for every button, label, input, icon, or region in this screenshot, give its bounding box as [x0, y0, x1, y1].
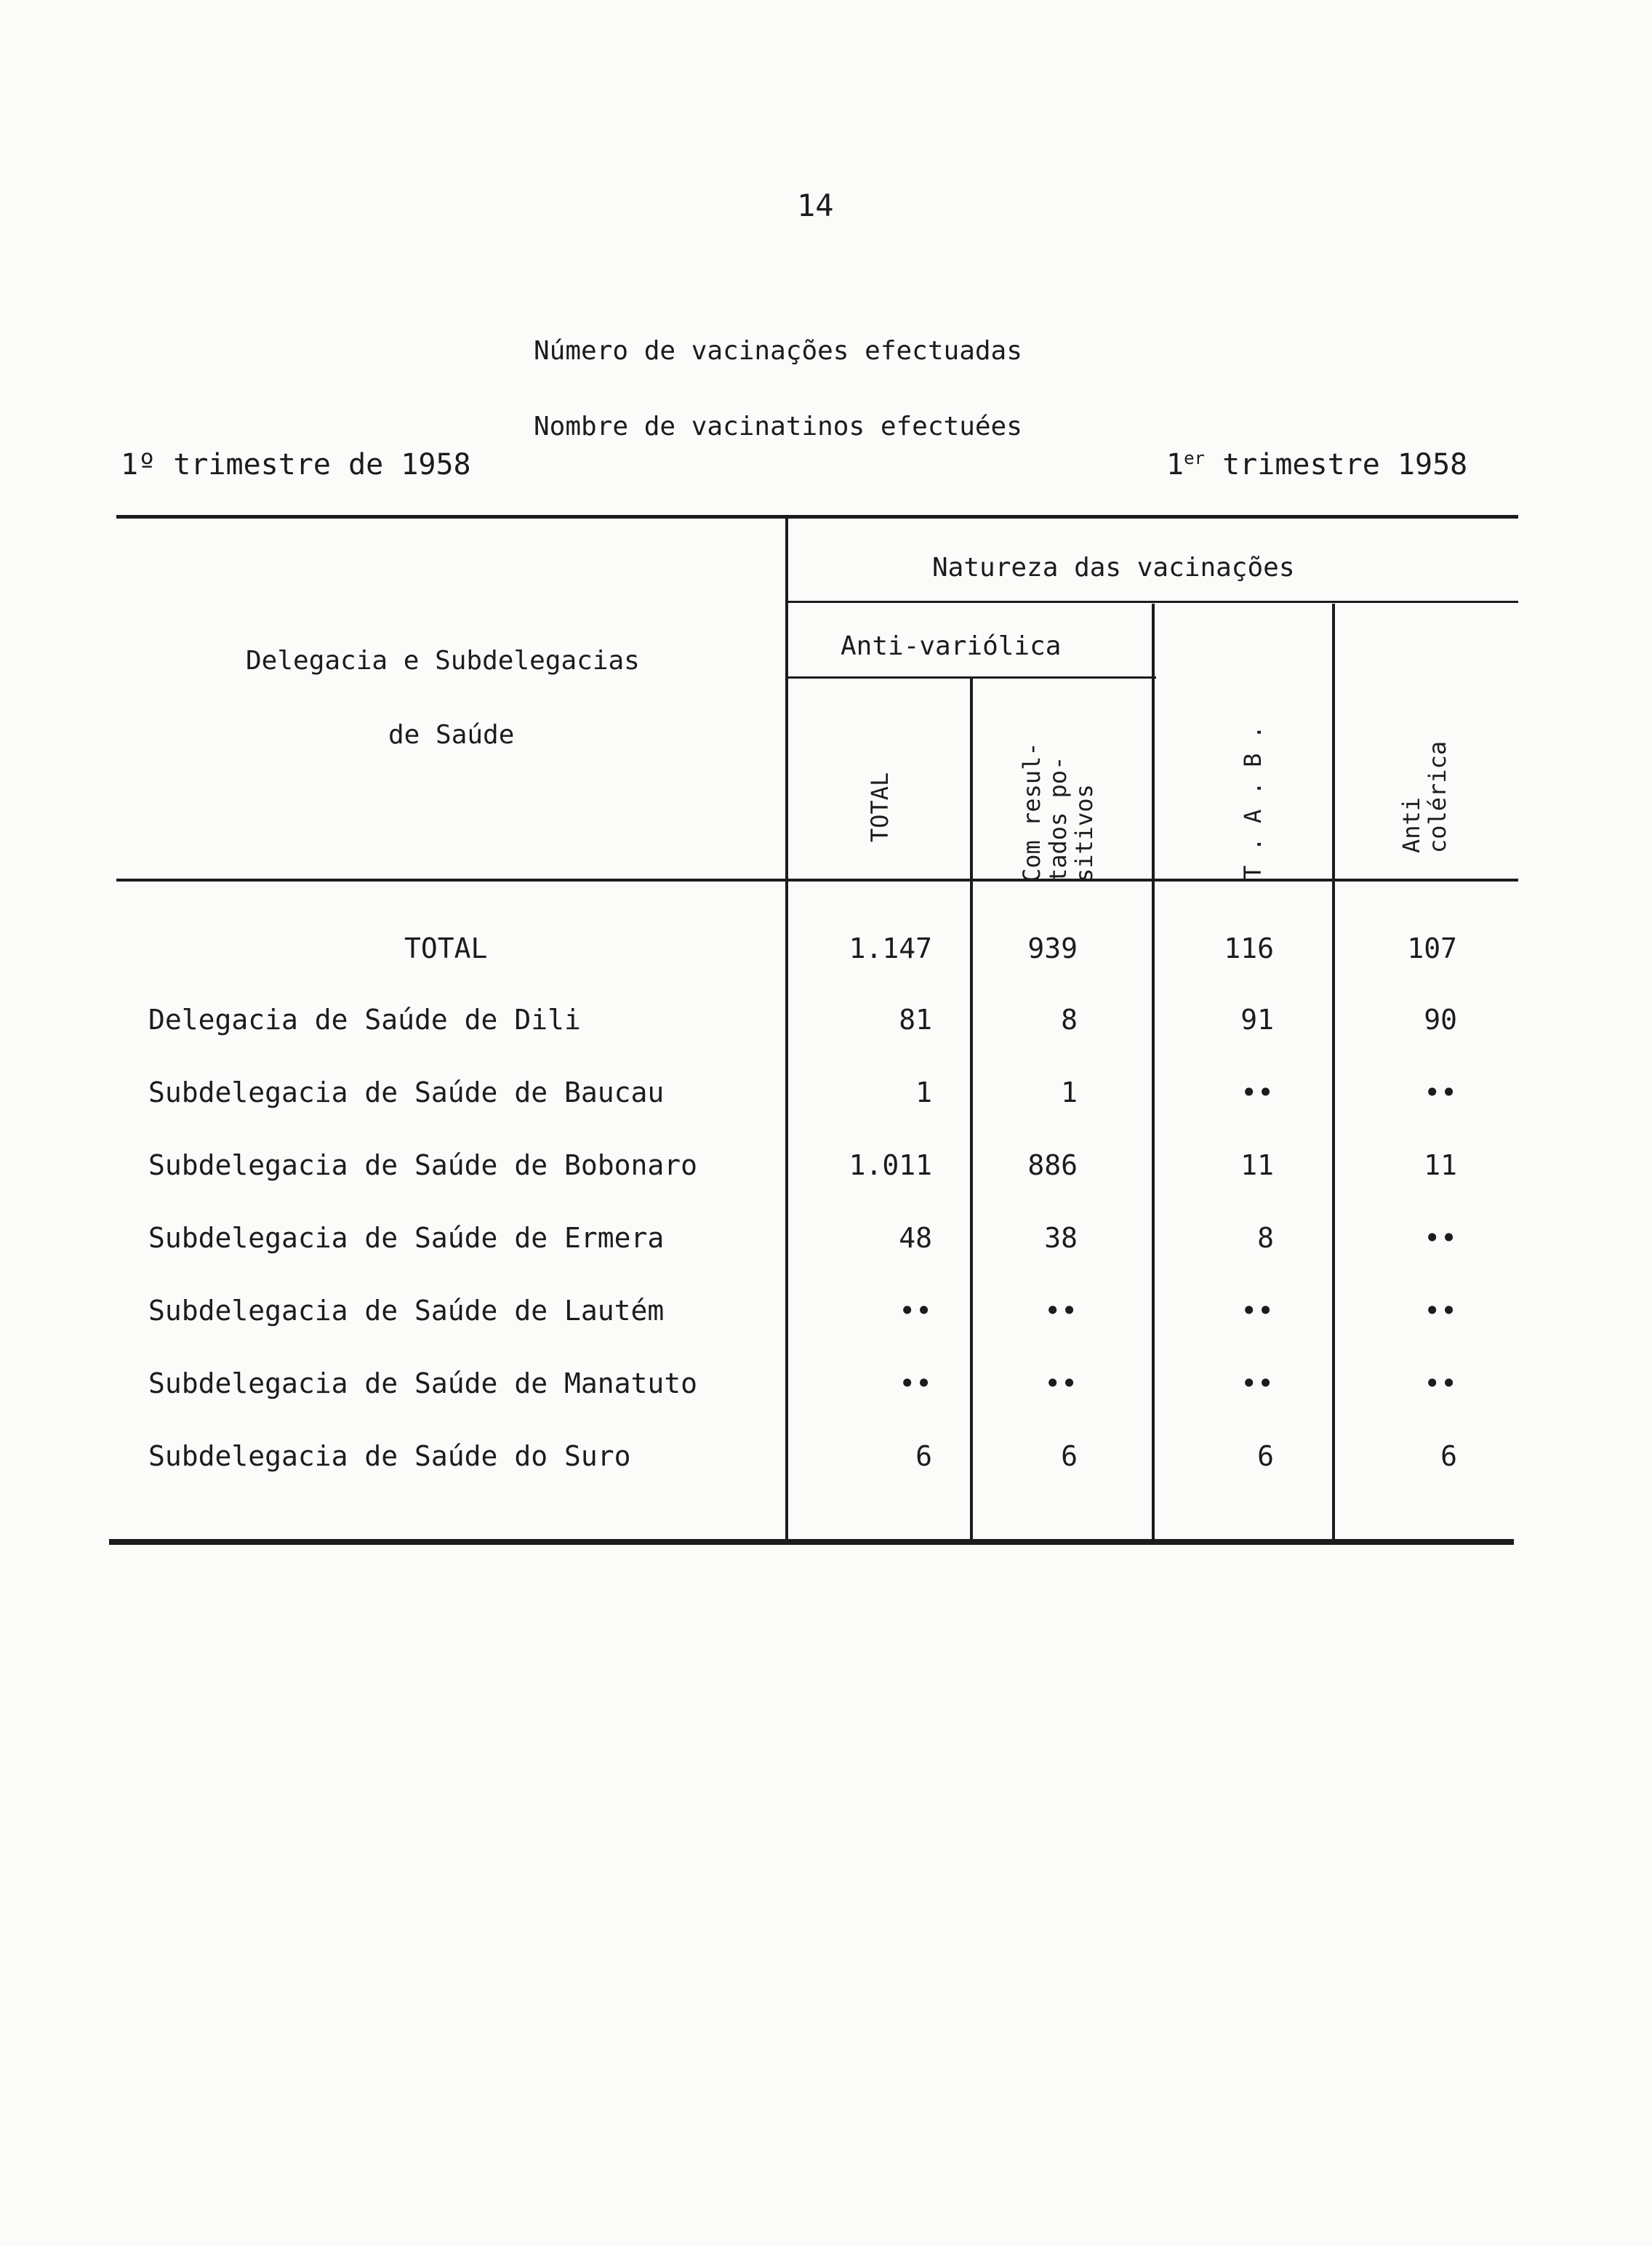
table-cell-positivos: 8: [1061, 1004, 1078, 1036]
group-header-rule: [787, 601, 1518, 603]
column-divider-total: [970, 676, 973, 1542]
column-divider-positivos: [1152, 604, 1155, 1542]
table-top-rule: [116, 515, 1518, 519]
table-cell-tab: 116: [1224, 932, 1274, 964]
table-cell-total: 81: [899, 1004, 932, 1036]
col-header-total: TOTAL: [866, 772, 894, 842]
row-header-line1: Delegacia e Subdelegacias: [246, 646, 640, 676]
table-row-label: Subdelegacia de Saúde do Suro: [148, 1440, 631, 1472]
table-row-label: Delegacia de Saúde de Dili: [148, 1004, 581, 1036]
table-cell-total: 1.011: [849, 1149, 932, 1181]
table-cell-colerica: 90: [1424, 1004, 1457, 1036]
page-number: 14: [797, 188, 834, 223]
table-row-label: Subdelegacia de Saúde de Bobonaro: [148, 1149, 697, 1181]
table-cell-positivos: ••: [1044, 1367, 1078, 1399]
table-cell-colerica: ••: [1424, 1222, 1457, 1254]
table-row-label: Subdelegacia de Saúde de Manatuto: [148, 1367, 697, 1399]
col-header-colerica: Anti colérica: [1398, 740, 1451, 853]
table-cell-colerica: 6: [1440, 1440, 1457, 1472]
table-cell-tab: 8: [1257, 1222, 1274, 1254]
table-cell-total: 1: [915, 1076, 932, 1108]
row-header-line2: de Saúde: [388, 720, 515, 750]
table-row-label: Subdelegacia de Saúde de Baucau: [148, 1076, 665, 1108]
table-cell-positivos: ••: [1044, 1295, 1078, 1327]
table-cell-positivos: 6: [1061, 1440, 1078, 1472]
col-header-tab: T . A . B .: [1239, 725, 1267, 879]
table-cell-positivos: 886: [1027, 1149, 1078, 1181]
title-portuguese: Número de vacinações efectuadas: [534, 336, 1022, 366]
table-row-label: TOTAL: [404, 932, 488, 964]
table-cell-tab: 6: [1257, 1440, 1274, 1472]
table-cell-tab: ••: [1240, 1076, 1274, 1108]
table-row-label: Subdelegacia de Saúde de Ermera: [148, 1222, 665, 1254]
table-cell-tab: 91: [1240, 1004, 1274, 1036]
table-cell-colerica: ••: [1424, 1295, 1457, 1327]
table-cell-tab: 11: [1240, 1149, 1274, 1181]
table-row-label: Subdelegacia de Saúde de Lautém: [148, 1295, 665, 1327]
table-cell-tab: ••: [1240, 1367, 1274, 1399]
header-bottom-rule: [116, 879, 1518, 882]
column-divider-label: [785, 518, 788, 1542]
table-cell-colerica: ••: [1424, 1367, 1457, 1399]
subgroup-header: Anti-variólica: [841, 631, 1062, 661]
table-cell-total: 48: [899, 1222, 932, 1254]
table-cell-positivos: 38: [1044, 1222, 1078, 1254]
table-cell-tab: ••: [1240, 1295, 1274, 1327]
table-cell-colerica: 11: [1424, 1149, 1457, 1181]
table-cell-colerica: ••: [1424, 1076, 1457, 1108]
col-header-positivos: Com resul- tados po- sitivos: [1018, 742, 1098, 882]
table-cell-positivos: 1: [1061, 1076, 1078, 1108]
table-cell-colerica: 107: [1407, 932, 1457, 964]
table-cell-total: ••: [899, 1367, 932, 1399]
column-divider-tab: [1332, 604, 1335, 1542]
period-left: 1º trimestre de 1958: [121, 448, 471, 481]
table-cell-total: 6: [915, 1440, 932, 1472]
table-bottom-rule: [109, 1539, 1514, 1545]
table-cell-positivos: 939: [1027, 932, 1078, 964]
table-cell-total: ••: [899, 1295, 932, 1327]
table-cell-total: 1.147: [849, 932, 932, 964]
period-right: 1er trimestre 1958: [1166, 448, 1468, 481]
group-header: Natureza das vacinações: [932, 553, 1295, 583]
title-spanish: Nombre de vacinatinos efectuées: [534, 412, 1022, 441]
